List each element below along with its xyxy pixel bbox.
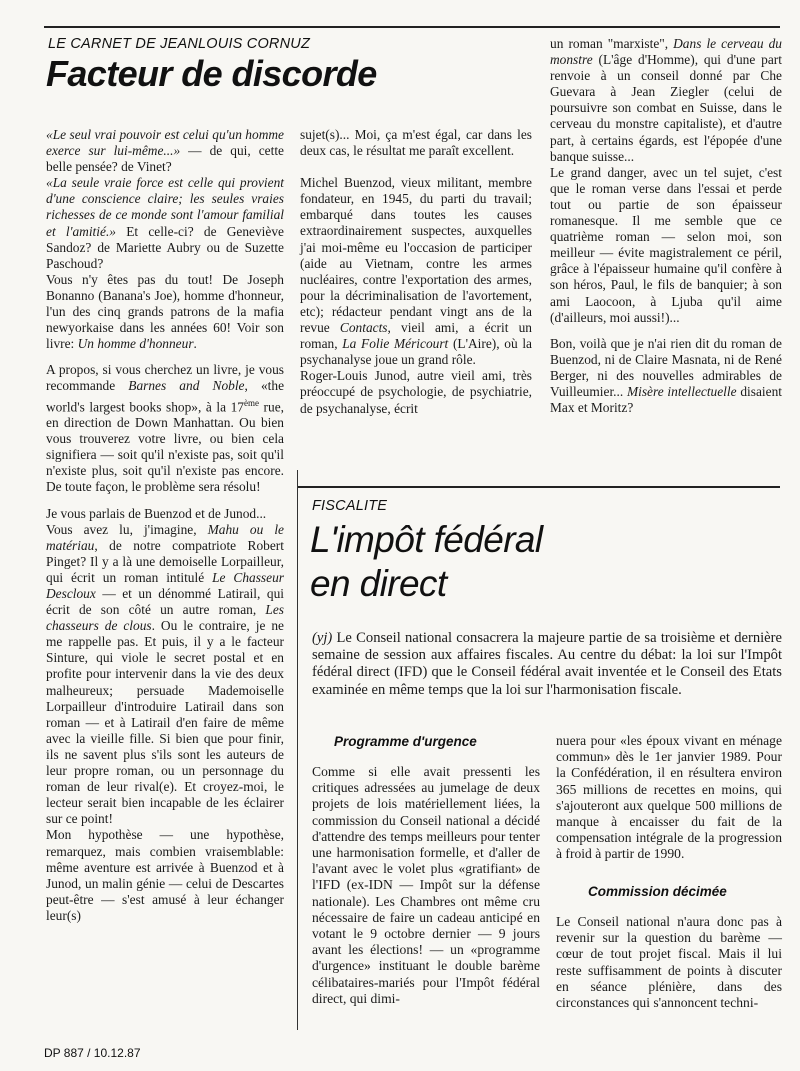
text: Mon hypothèse — une hypothèse, remarquez, mais combien vraisemblable: même aventure est arrivée à Buenzod et à Junod, un malin génie — celui de Descartes peut-être — s'est amusé à leur échanger leur(s) [46, 827, 284, 923]
text: rue, en direction de Down Manhattan. Ou bien vous trouverez votre livre, ou bien cela signifiera — soit qu'il n'existe pas, soit qu'il n'existe plus, soit qu'il n'existe pas encore. De toute façon, le problème sera résolu! [46, 398, 285, 495]
magazine-title: Contacts [339, 320, 388, 336]
text: A propos, si vous cherchez un livre, je vous recommande [46, 362, 284, 394]
paragraph [46, 127, 284, 352]
text: Vous n'y êtes pas du tout! De Joseph Bonanno (Banana's Joe), homme d'honneur, l'un des cinq grands patrons de la mafia newyorkaise dans les années 60! Voir son livre: [46, 271, 284, 352]
column-divider [297, 470, 298, 1030]
article2-lead [312, 630, 782, 699]
subheading-programme: Programme d'urgence [334, 734, 477, 749]
text: disaient Max et Moritz? [550, 383, 782, 416]
text: Et celle-ci? de Geneviève Sandoz? de Mariette Aubry ou de Suzette Paschoud? [46, 223, 284, 271]
paragraph [46, 362, 284, 495]
text: Michel Buenzod, vieux militant, membre fondateur, en 1945, du parti du travail; embarqué dans toutes les causes extraordinairement suspectes, auxquelles j'ai moi-même eu l'occasion de participer (aide au Vietnam, contre les armes nucléaires, contre l'exportation des armes, pour la décriminalisation de l'avortement, etc); rédacteur pendant vingt ans de la revue [300, 175, 532, 336]
text: . [193, 336, 197, 352]
text: (L'âge d'Homme), qui d'une part renvoie à un conseil donné par Che Guevara à Jean Ziegler (celui de poursuivre son combat en Suisse, dans le cerveau du monstre capitaliste), et d'autre part, à certains égards, est l'épopée d'une banque suisse... [550, 52, 782, 164]
quote: «La seule vraie force est celle qui provient d'une conscience claire; les seules vraies richesses de ce monde sont l'amour familial et l'amitié.» [46, 175, 284, 239]
issue-footer: DP 887 / 10.12.87 [44, 1046, 141, 1060]
quote: «Le seul vrai pouvoir est celui qu'un homme exerce sur lui-même...» [46, 127, 284, 159]
article2-kicker: FISCALITE [312, 498, 388, 514]
text: — de qui, cette belle pensée? de Vinet? [46, 143, 284, 175]
article1-title: Facteur de discorde [46, 53, 377, 94]
article1-column-3 [550, 36, 782, 426]
text: — et un dénommé Latirail, qui écrit de son côté un autre roman, [46, 586, 284, 618]
article2-column-right-1: nuera pour «les époux vivant en ménage commun» dès le 1er janvier 1989. Pour la Confédération, il en résultera environ 365 millions de recettes en moins, qui s'ajouteront aux quelque 500 millions de manque à encaisser du fait de la compensation intégrale de la progression à froid à partir de 1990. [556, 733, 782, 862]
title-line: en direct [310, 563, 447, 604]
article1-column-2 [300, 127, 532, 427]
title-line: L'impôt fédéral [310, 519, 543, 560]
book-title: Le Chasseur Descloux [46, 569, 284, 601]
text: Roger-Louis Junod, autre vieil ami, très préoccupé de psychologie, de psychiatrie, de psychanalyse, écrit [300, 368, 532, 416]
article2-title [310, 518, 543, 606]
book-title: Un homme d'honneur [77, 336, 194, 352]
text: Bon, voilà que je n'ai rien dit du roman de Buenzod, ni de Claire Masnata, ni de René Berger, ni des nouvelles admirables de Vuilleumier... [550, 335, 782, 399]
paragraph [46, 506, 284, 924]
text: (L'Aire), où la psychanalyse joue un grand rôle. [300, 336, 532, 368]
article1-kicker: LE CARNET DE JEANLOUIS CORNUZ [48, 36, 311, 52]
book-title: Mahu ou le matériau [46, 521, 285, 553]
top-rule [44, 26, 780, 28]
article1-column-1 [46, 127, 284, 934]
author-initials: (yj) [312, 630, 333, 646]
book-title: Les chasseurs de clous [46, 602, 284, 634]
article2-column-left: Comme si elle avait pressenti les critiques adressées au jumelage de deux projets de lois matériellement liées, la commission du Conseil national a décidé d'attendre des temps meilleurs pour tenter une harmonisation formelle, et d'aller de l'avant avec le volet plus «gratifiant» de l'IFD (ex-IDN — Impôt sur la défense nationale). Les Chambres ont même cru nécessaire de faire un cadeau anticipé en votant le 9 octobre dernier — 9 jours avant les élections! — un «programme d'urgence» instituant le double barème célibataires-mariés pour l'Impôt fédéral direct, qui dimi- [312, 764, 540, 1006]
paragraph: sujet(s)... Moi, ça m'est égal, car dans les deux cas, le résultat me paraît excellent. [300, 127, 532, 159]
text: , «the world's largest books shop», à la 17 [46, 378, 285, 414]
book-title: Misère intellectuelle [626, 383, 737, 399]
text: un roman "marxiste", [550, 36, 674, 51]
paragraph [550, 336, 782, 416]
text: . Ou le contraire, je ne me rappelle pas. Et puis, il y a le facteur Sinture, qui viole le secret postal et en profite pour intervenir dans la vie des deux malheureux; persuade Mademoiselle Lorpailleur d'introduire Latirail dans son roman — et à Latirail d'en faire de même avec la vieille fille. Si bien que pour finir, ils ne savent plus s'ils sont les auteurs de leur propre roman, ou un personnage du roman de leur rival(e). Et croyez-moi, le lecteur serait bien incapable de les éclairer sur ce point! [46, 618, 284, 827]
section-rule [298, 486, 780, 488]
superscript: ème [244, 397, 259, 408]
text: , vieil ami, a écrit un roman, [300, 320, 533, 352]
book-title: La Folie Méricourt [342, 336, 449, 352]
paragraph [550, 36, 782, 326]
text: Le Conseil national consacrera la majeure partie de sa troisième et dernière semaine de session aux affaires fiscales. Au centre du débat: la loi sur l'Impôt fédéral direct (IFD) que le Conseil fédéral avait inventée et le Conseil des Etats examinée en même temps que la loi sur l'harmonisation fiscale. [312, 630, 782, 698]
subheading-commission: Commission décimée [588, 884, 727, 899]
paragraph [300, 175, 532, 416]
shop-name: Barnes and Noble [128, 378, 245, 394]
text: Je vous parlais de Buenzod et de Junod... [46, 505, 267, 521]
article2-column-right-2: Le Conseil national n'aura donc pas à revenir sur la question du barème — cœur de tout projet fiscal. Mais il lui reste suffisamment de points à discuter en séance plénière, dans des circonstances qui s'annoncent techni- [556, 914, 782, 1011]
text: , de notre compatriote Robert Pinget? Il y a là une demoiselle Lorpailleur, qui écrit un roman intitulé [46, 537, 284, 585]
text: Le grand danger, avec un tel sujet, c'est que le roman verse dans l'essai et perde tout ou partie de son épaisseur romanesque. Il me semble que ce quatrième roman — selon moi, son meilleur — évite magistralement ce péril, grâce à l'épaisseur humaine qu'il confère à son héros, Paul, le fils de banquier; à son ami Laocoon, à Ljuba qu'il aime (d'ailleurs, moi aussi!)... [550, 164, 782, 325]
text: Vous avez lu, j'imagine, [46, 521, 208, 537]
book-title: Dans le cerveau du monstre [550, 36, 782, 68]
